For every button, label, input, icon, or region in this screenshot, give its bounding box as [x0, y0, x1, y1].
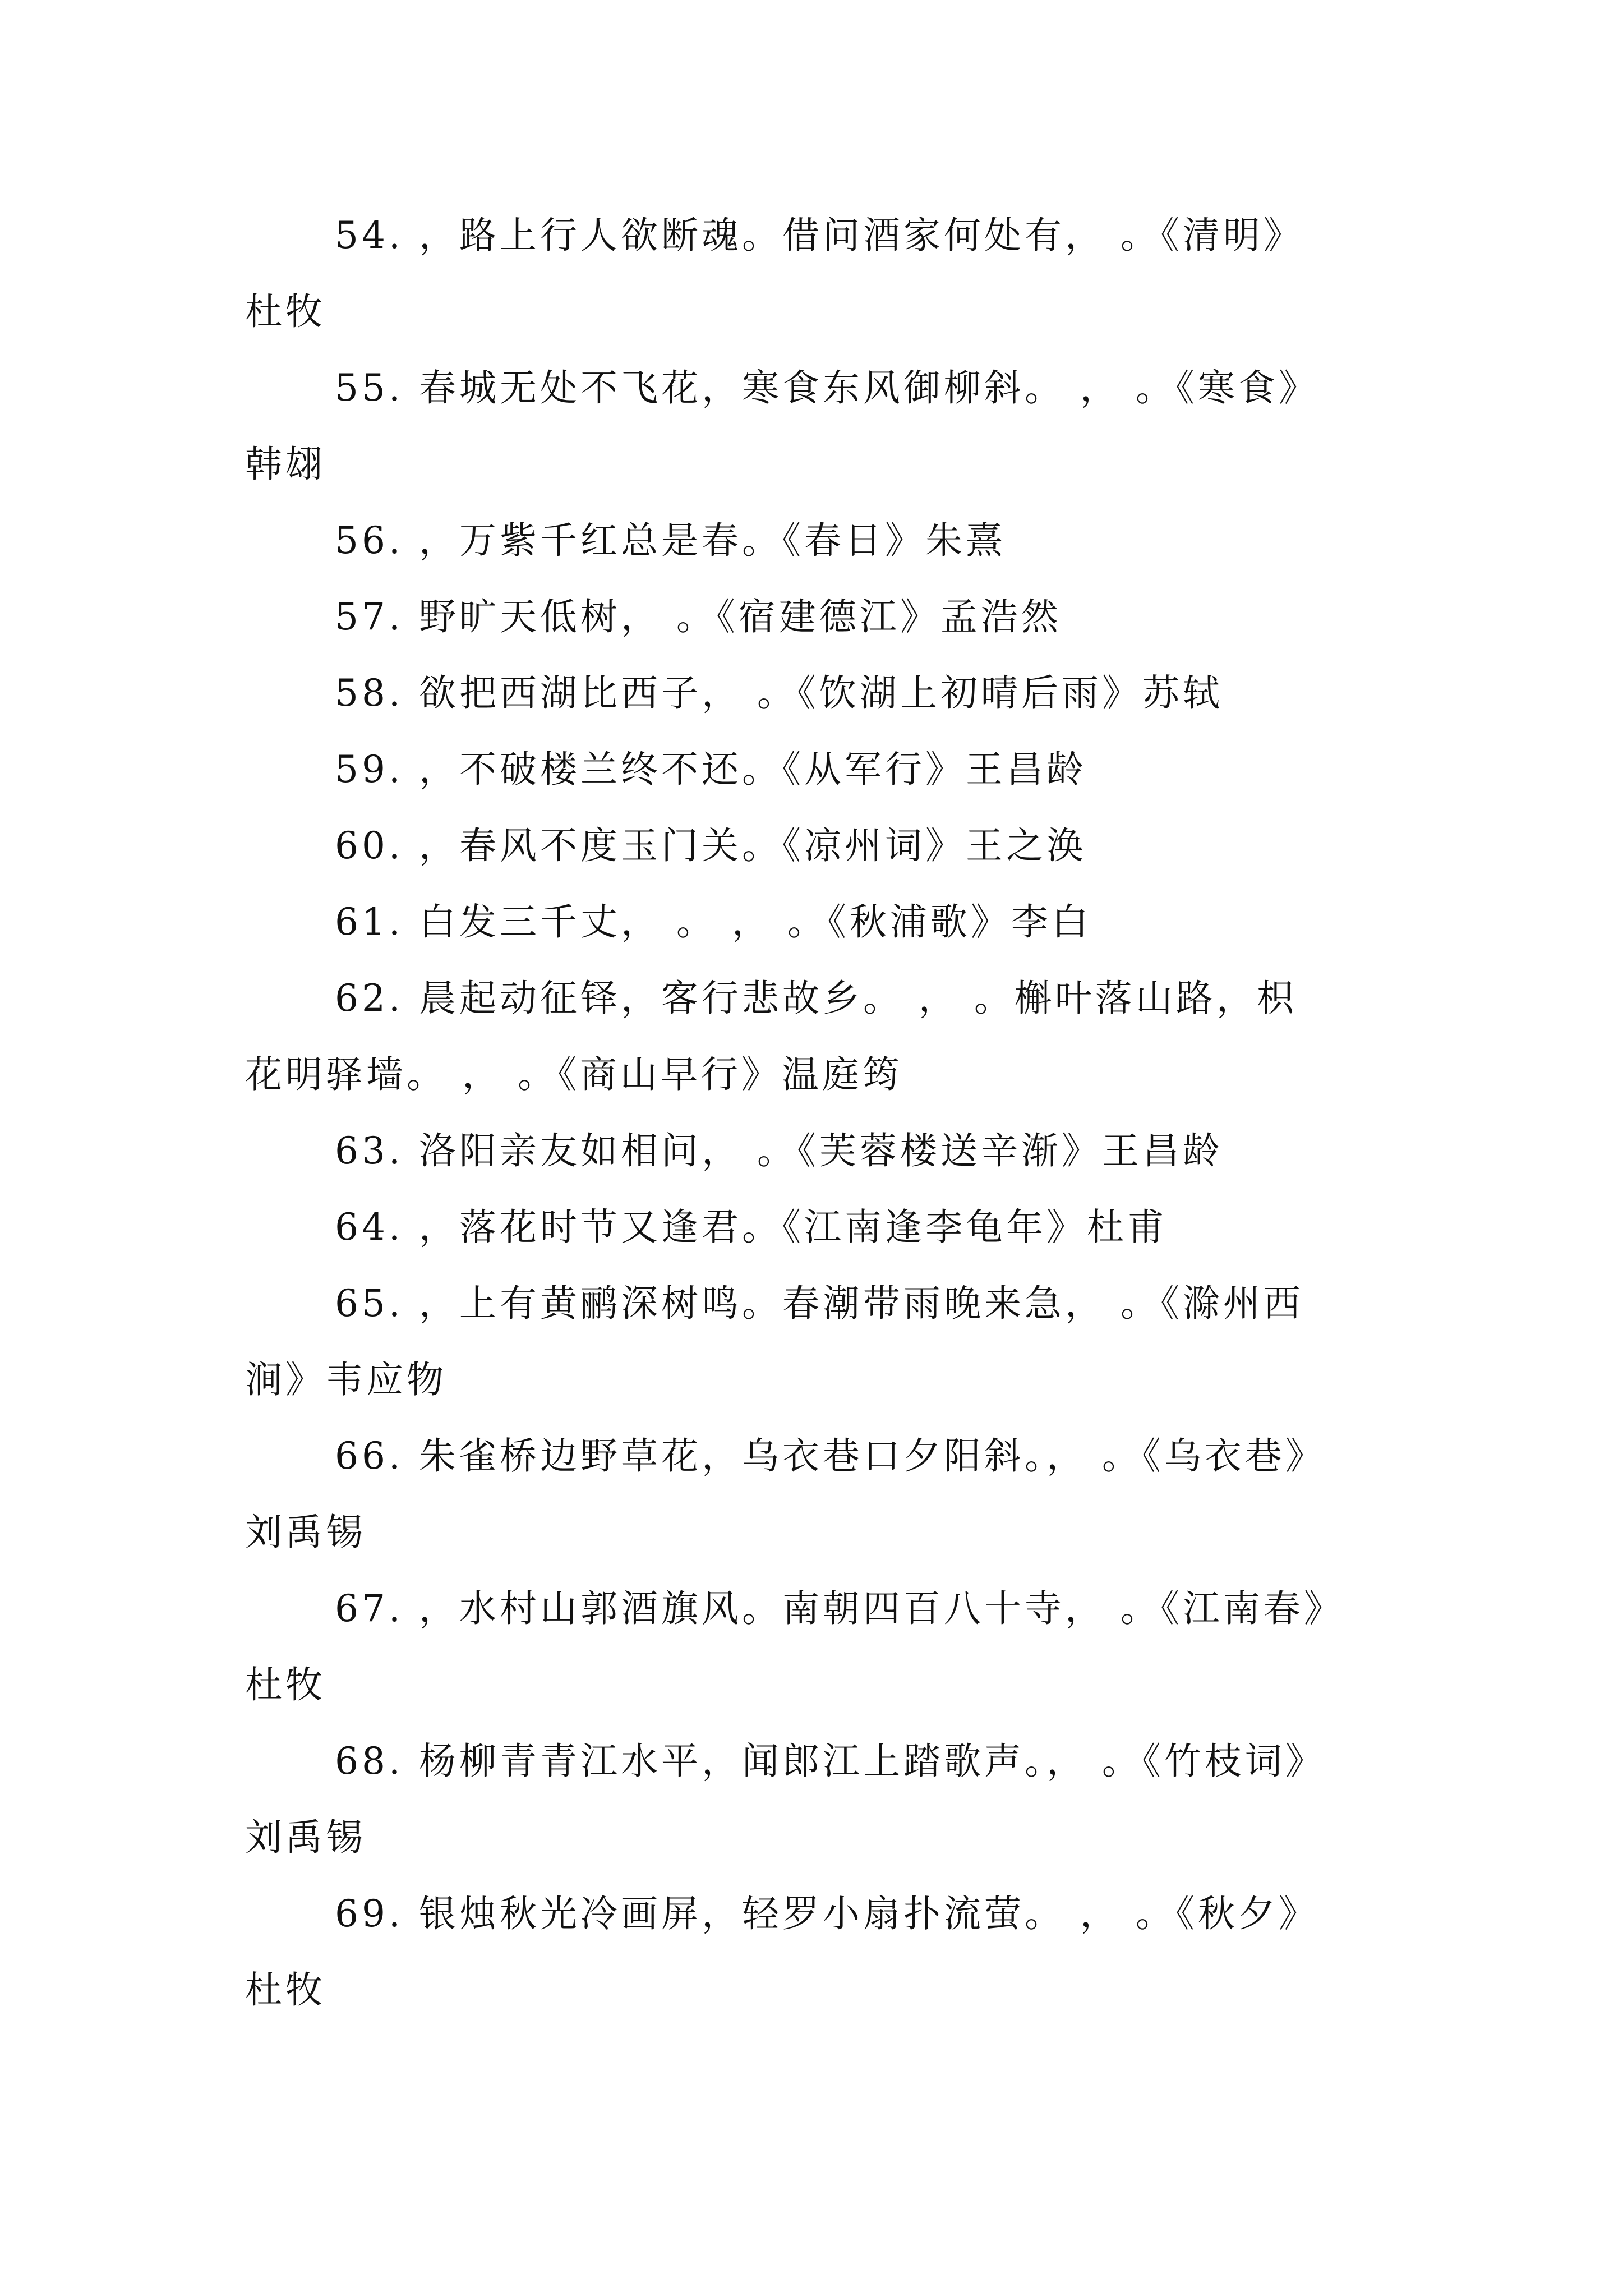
item-line-continued: 杜牧: [245, 1663, 326, 1706]
item-line: 54. ，路上行人欲断魂。借问酒家何处有， 。《清明》: [335, 214, 1304, 257]
item-line-continued: 韩翃: [245, 443, 326, 486]
list-item: [245, 655, 1395, 731]
list-item: [245, 1266, 1395, 1418]
list-item: [245, 1418, 1395, 1571]
list-item: [245, 197, 1395, 350]
list-item: [245, 731, 1395, 808]
item-line: 59. ，不破楼兰终不还。《从军行》王昌龄: [335, 748, 1087, 791]
list-item: [245, 808, 1395, 884]
list-item: [245, 1113, 1395, 1189]
list-item: [245, 1571, 1395, 1723]
list-item: [245, 1189, 1395, 1266]
poem-question-list: [245, 197, 1395, 2028]
item-line: 68. 杨柳青青江水平，闻郎江上踏歌声。， 。《竹枝词》: [335, 1740, 1326, 1783]
list-item: [245, 1876, 1395, 2028]
item-line: 62. 晨起动征铎，客行悲故乡。 ， 。槲叶落山路，枳: [335, 977, 1297, 1020]
item-line: 66. 朱雀桥边野草花，乌衣巷口夕阳斜。， 。《乌衣巷》: [335, 1434, 1326, 1478]
item-line: 69. 银烛秋光冷画屏，轻罗小扇扑流萤。 ， 。《秋夕》: [335, 1892, 1319, 1935]
item-line: 63. 洛阳亲友如相问， 。《芙蓉楼送辛渐》王昌龄: [335, 1129, 1223, 1172]
item-line-continued: 刘禹锡: [245, 1511, 366, 1554]
list-item: [245, 1723, 1395, 1876]
list-item: [245, 579, 1395, 655]
item-line-continued: 花明驿墙。 ， 。《商山早行》温庭筠: [245, 1053, 903, 1096]
item-line: 57. 野旷天低树， 。《宿建德江》孟浩然: [335, 595, 1062, 638]
list-item: [245, 960, 1395, 1113]
list-item: [245, 350, 1395, 503]
item-line: 61. 白发三千丈， 。 ， 。《秋浦歌》李白: [335, 900, 1092, 944]
list-item: [245, 884, 1395, 960]
item-line-continued: 杜牧: [245, 1968, 326, 2012]
item-line: 64. ，落花时节又逢君。《江南逢李龟年》杜甫: [335, 1205, 1168, 1249]
item-line: 55. 春城无处不飞花，寒食东风御柳斜。 ， 。《寒食》: [335, 366, 1319, 409]
item-line: 58. 欲把西湖比西子， 。《饮湖上初晴后雨》苏轼: [335, 671, 1223, 715]
list-item: [245, 503, 1395, 579]
item-line: 60. ，春风不度玉门关。《凉州词》王之涣: [335, 824, 1087, 867]
item-line-continued: 涧》韦应物: [245, 1358, 447, 1401]
item-line: 67. ，水村山郭酒旗风。南朝四百八十寺， 。《江南春》: [335, 1587, 1344, 1630]
item-line-continued: 刘禹锡: [245, 1816, 366, 1859]
item-line-continued: 杜牧: [245, 290, 326, 333]
item-line: 65. ，上有黄鹂深树鸣。春潮带雨晚来急， 。《滁州西: [335, 1282, 1304, 1325]
item-line: 56. ，万紫千红总是春。《春日》朱熹: [335, 519, 1006, 562]
